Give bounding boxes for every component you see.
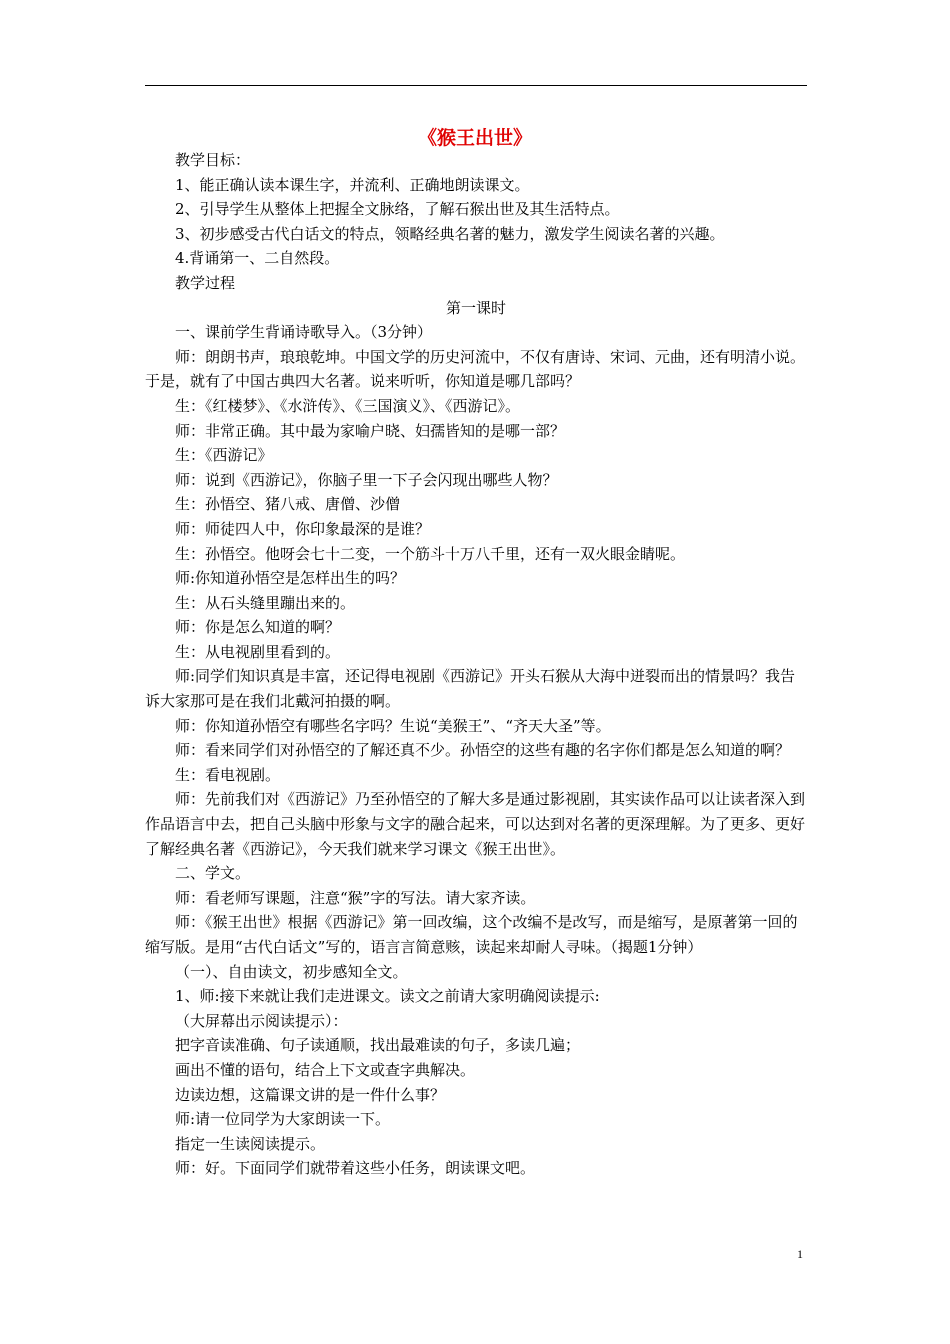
paragraph-line: 师：说到《西游记》，你脑子里一下子会闪现出哪些人物？ <box>175 470 558 489</box>
paragraph-line: 第一课时 <box>445 298 506 317</box>
paragraph-line: （大屏幕出示阅读提示）： <box>175 1011 348 1030</box>
paragraph-line: 1、师:接下来就让我们走进课文。读文之前请大家明确阅读提示: <box>175 987 600 1006</box>
paragraph-line: 师：《猴王出世》根据《西游记》第一回改编，这个改编不是改写，而是缩写，是原著第一回的缩写版。是用“古代白话文”写的，语言言简意赅，读起来却耐人寻味。（揭题1分钟） <box>145 913 798 956</box>
paragraph-line: 生：《红楼梦》、《水浒传》、《三国演义》、《西游记》。 <box>175 396 521 415</box>
paragraph-line: 师:你知道孙悟空是怎样出生的吗？ <box>175 569 406 588</box>
paragraph-line: 4.背诵第一、二自然段。 <box>175 249 340 268</box>
paragraph-line: 生：孙悟空、猪八戒、唐僧、沙僧 <box>175 495 401 514</box>
paragraph-line: 师:请一位同学为大家朗读一下。 <box>175 1110 391 1129</box>
paragraph-line: 师：朗朗书声，琅琅乾坤。中国文学的历史河流中，不仅有唐诗、宋词、元曲，还有明清小说。于是，就有了中国古典四大名著。说来听听，你知道是哪几部吗？ <box>145 347 806 391</box>
paragraph-line: 生：看电视剧。 <box>175 765 281 784</box>
paragraph-line: 把字音读准确、句子读通顺，找出最难读的句子，多读几遍； <box>175 1036 581 1055</box>
paragraph-line: 教学目标： <box>175 151 251 169</box>
header-rule <box>145 85 807 86</box>
paragraph-line: 生：《西游记》 <box>175 446 273 465</box>
paragraph-line: 师：看老师写课题，注意“猴”字的写法。请大家齐读。 <box>175 888 536 907</box>
document-body <box>145 148 807 1181</box>
paragraph-line: 二、学文。 <box>175 864 251 883</box>
paragraph-line: 师：你是怎么知道的啊？ <box>175 618 341 637</box>
paragraph-line: 师:同学们知识真是丰富，还记得电视剧《西游记》开头石猴从大海中迸裂而出的情景吗？我告诉大家那可是在我们北戴河拍摄的啊。 <box>145 667 796 711</box>
paragraph-line: 师：师徒四人中，你印象最深的是谁？ <box>175 519 431 538</box>
paragraph-line: 3、初步感受古代白话文的特点，领略经典名著的魅力，激发学生阅读名著的兴趣。 <box>175 224 725 243</box>
paragraph-line: 师：好。下面同学们就带着这些小任务，朗读课文吧。 <box>175 1159 536 1178</box>
paragraph-line: 师：看来同学们对孙悟空的了解还真不少。孙悟空的这些有趣的名字你们都是怎么知道的啊？ <box>175 741 791 760</box>
paragraph-line: （一）、自由读文，初步感知全文。 <box>175 962 408 981</box>
paragraph-line: 画出不懂的语句，结合上下文或查字典解决。 <box>175 1060 476 1079</box>
page-title: 《猴王出世》 <box>417 127 532 149</box>
paragraph-line: 2、引导学生从整体上把握全文脉络，了解石猴出世及其生活特点。 <box>175 200 620 219</box>
paragraph-line: 生：从石头缝里蹦出来的。 <box>175 593 356 612</box>
paragraph-line: 生：从电视剧里看到的。 <box>175 642 341 661</box>
paragraph-line: 一、课前学生背诵诗歌导入。（3分钟） <box>175 323 433 342</box>
paragraph-line: 师：非常正确。其中最为家喻户晓、妇孺皆知的是哪一部？ <box>175 421 566 440</box>
paragraph-line: 边读边想，这篇课文讲的是一件什么事？ <box>175 1085 446 1104</box>
page-number: 1 <box>797 1247 803 1261</box>
paragraph-line: 生：孙悟空。他呀会七十二变，一个筋斗十万八千里，还有一双火眼金睛呢。 <box>175 544 686 563</box>
paragraph-line: 师：先前我们对《西游记》乃至孙悟空的了解大多是通过影视剧，其实读作品可以让读者深入到作品语言中去，把自己头脑中形象与文字的融合起来，可以达到对名著的更深理解。为了更多、更好了解经典名著《西游记》，今天我们就来学习课文《猴王出世》。 <box>145 790 806 858</box>
paragraph-line: 指定一生读阅读提示。 <box>175 1134 326 1153</box>
paragraph-line: 1、能正确认读本课生字，并流利、正确地朗读课文。 <box>175 175 530 194</box>
paragraph-line: 教学过程 <box>175 273 236 292</box>
paragraph-line: 师：你知道孙悟空有哪些名字吗？生说“美猴王”、“齐天大圣”等。 <box>175 716 611 735</box>
